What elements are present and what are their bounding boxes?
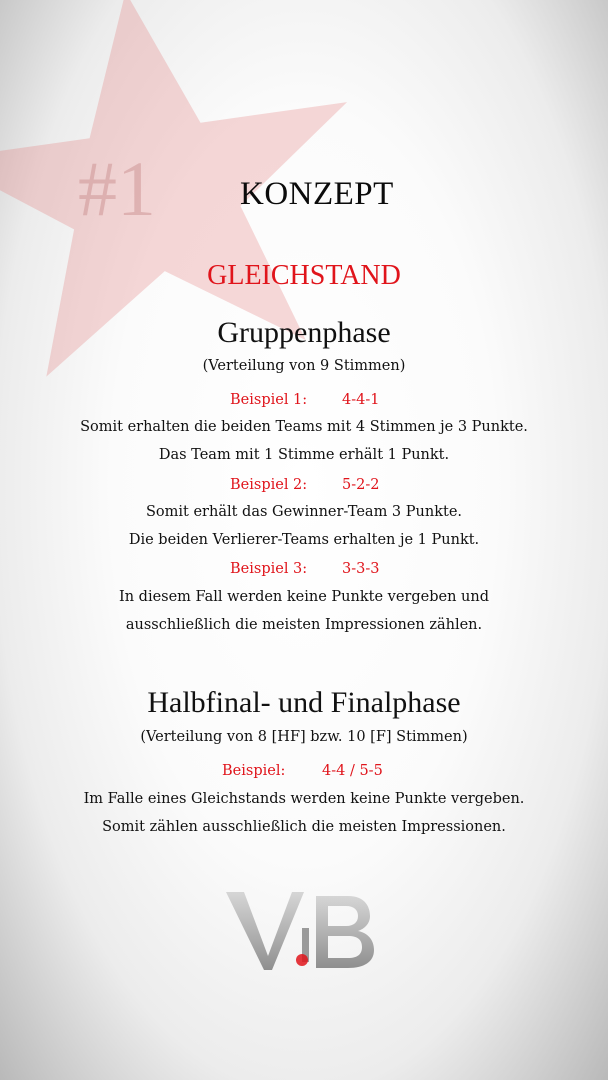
group-heading: Gruppenphase bbox=[217, 316, 391, 349]
section-subtitle: GLEICHSTAND bbox=[207, 260, 401, 291]
example-2-line-1: Somit erhält das Gewinner-Team 3 Punkte. bbox=[145, 504, 463, 520]
group-note: (Verteilung von 9 Stimmen) bbox=[202, 358, 406, 374]
example-1-line-1: Somit erhalten die beiden Teams mit 4 Stimmen je 3 Punkte. bbox=[80, 419, 528, 435]
example-3-score: 3-3-3 bbox=[342, 561, 380, 577]
example-1-line-2: Das Team mit 1 Stimme erhält 1 Punkt. bbox=[158, 447, 450, 463]
vfb-logo-icon bbox=[224, 886, 384, 976]
example-3-line-2: ausschließlich die meisten Impressionen zählen. bbox=[125, 617, 483, 633]
example-3-label: Beispiel 3: bbox=[230, 561, 308, 577]
example-2-line-2: Die beiden Verlierer-Teams erhalten je 1 Punkt. bbox=[128, 532, 480, 548]
final-heading: Halbfinal- und Finalphase bbox=[147, 686, 461, 719]
final-line-2: Somit zählen ausschließlich die meisten Impressionen. bbox=[102, 819, 506, 835]
example-3-line-1: In diesem Fall werden keine Punkte vergeben und bbox=[118, 589, 489, 605]
final-note: (Verteilung von 8 [HF] bzw. 10 [F] Stimmen) bbox=[140, 729, 468, 745]
example-2-label: Beispiel 2: bbox=[230, 477, 308, 493]
example-1-label: Beispiel 1: bbox=[230, 392, 308, 408]
final-example-score: 4-4 / 5-5 bbox=[322, 763, 383, 779]
final-example-label: Beispiel: bbox=[222, 763, 286, 779]
page-title: KONZEPT bbox=[240, 176, 394, 212]
example-1-score: 4-4-1 bbox=[342, 392, 380, 408]
final-line-1: Im Falle eines Gleichstands werden keine Punkte vergeben. bbox=[83, 791, 525, 807]
page-number: #1 bbox=[78, 145, 156, 232]
example-2-score: 5-2-2 bbox=[342, 477, 380, 493]
